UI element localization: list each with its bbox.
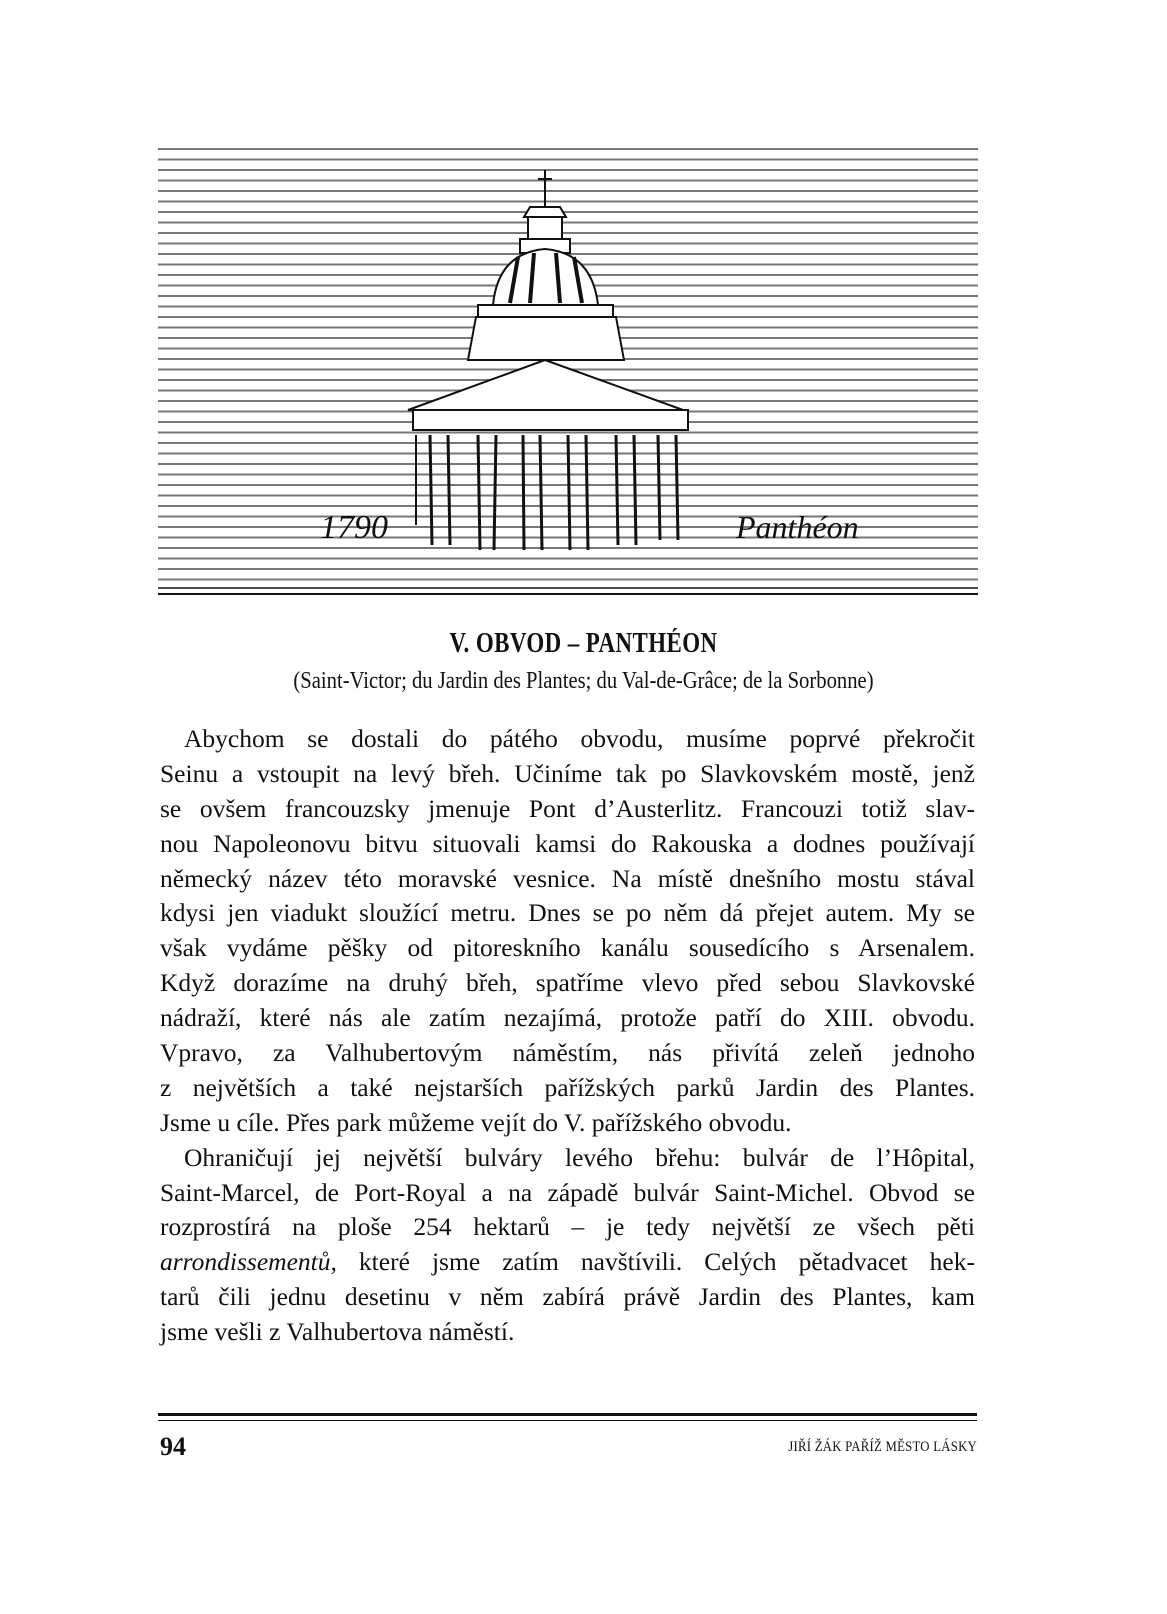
- italic-term: arrondissementů,: [160, 1247, 337, 1277]
- chapter-subtitle: (Saint-Victor; du Jardin des Plantes; du Val-de-Grâce; de la Sorbonne): [293, 668, 874, 694]
- page-number: 94: [160, 1432, 186, 1461]
- pantheon-illustration: [158, 145, 978, 595]
- text-line: Saint-Marcel, de Port-Royal a na západě bulvár Saint-Michel. Obvod se: [160, 1177, 975, 1207]
- paragraph-1: [160, 722, 975, 1141]
- text-line: kdysi jen viadukt sloužící metru. Dnes se po něm dá přejet autem. My se: [160, 898, 975, 928]
- text-line: Jsme u cíle. Přes park můžeme vejít do V. pařížského obvodu.: [160, 1107, 792, 1137]
- text-line: však vydáme pěšky od pitoreskního kanálu sousedícího s Arsenalem.: [160, 933, 975, 963]
- footer-rule-thin: [158, 1420, 977, 1421]
- text-line: jsme vešli z Valhubertova náměstí.: [160, 1317, 515, 1347]
- body-text: [160, 722, 975, 1350]
- text-line: Abychom se dostali do pátého obvodu, musíme poprvé překročit: [184, 724, 975, 753]
- chapter-heading: V. OBVOD – PANTHÉON: [449, 628, 718, 659]
- text-line: z největších a také nejstarších pařížských parků Jardin des Plantes.: [160, 1072, 975, 1102]
- text-line: Vpravo, za Valhubertovým náměstím, nás přivítá zeleň jednoho: [160, 1038, 975, 1068]
- text-line: tarů čili jednu desetinu v něm zabírá právě Jardin des Plantes, kam: [160, 1282, 975, 1312]
- text-line: Seinu a vstoupit na levý břeh. Učiníme tak po Slavkovském mostě, jenž: [160, 758, 975, 788]
- text-line: nádraží, které nás ale zatím nezajímá, protože patří do XIII. obvodu.: [160, 1003, 975, 1033]
- text-line: nou Napoleonovu bitvu situovali kamsi do Rakouska a dodnes používají: [160, 828, 975, 858]
- text-segment: které jsme zatím navštívili. Celých pětadvacet hek-: [336, 1247, 975, 1277]
- running-head: JIŘÍ ŽÁK PAŘÍŽ MĚSTO LÁSKY: [788, 1439, 977, 1455]
- text-line: Když dorazíme na druhý břeh, spatříme vlevo před sebou Slavkovské: [160, 968, 975, 998]
- text-line: [160, 1245, 975, 1280]
- text-line: Ohraničují jej největší bulváry levého břehu: bulvár de l’Hôpital,: [184, 1142, 975, 1172]
- footer-rule: [158, 1413, 977, 1416]
- text-line: německý název této moravské vesnice. Na místě dnešního mostu stával: [160, 863, 975, 893]
- text-line: se ovšem francouzsky jmenuje Pont d’Austerlitz. Francouzi totiž slav-: [160, 793, 975, 823]
- caption-year: 1790: [320, 509, 388, 546]
- caption-name: Panthéon: [736, 509, 859, 545]
- paragraph-2: [160, 1141, 975, 1350]
- text-line: rozprostírá na ploše 254 hektarů – je tedy největší ze všech pěti: [160, 1212, 975, 1242]
